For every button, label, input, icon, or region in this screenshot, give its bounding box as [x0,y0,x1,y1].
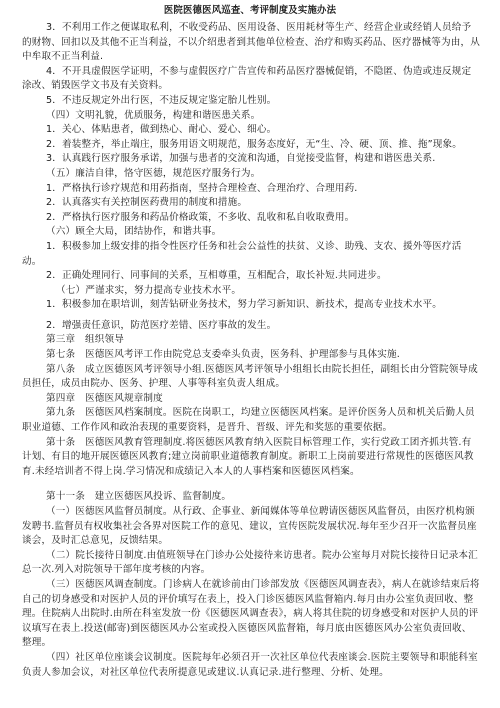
paragraph: （三）医德医风调查制度。门诊病人在就诊前由门诊部发放《医德医风调查表》，病人在就诊结束后将自己的切身感受和对医护人员的评价填写在表上，投入门诊医德医风监督箱内.每月由办公室负责回收、整理。住院病人出院时.由所在科室发放一份《医德医风调查表》，病人将其住院的切身感受和对医护人员的评议填写在表上.投送(邮寄)到医德医风办公室或投入医德医风监督箱，每月底由医德医风办公室负责回收、整理。 [22,578,480,649]
paragraph: 2．正确处理同行、同事间的关系，互相尊重，互相配合，取长补短.共同进步。 [46,270,387,282]
section-heading: （七）严谨求实，努力提高专业技术水平。 [56,284,242,296]
section-heading: （四）文明礼貌，优质服务，构建和谐医患关系。 [46,109,261,121]
article: 第九条 医德医风档案制度。医院在岗职工，均建立医德医风档案。是评价医务人员和机关后勤人员职业道德、工作作风和政治表现的重要资料，是晋升、晋级、评先和奖惩的重要依据。 [22,407,475,434]
chapter-heading: 第四章 医德医风规章制度 [46,392,163,404]
paragraph: 3．不利用工作之便谋取私利，不收受药品、医用设备、医用耗材等生产、经营企业或经销人员给予的财物、回扣以及其他不正当利益，不以介绍患者到其他单位检查、治疗和购买药品、医疗器械等为由，从中牟取不正当利益. [22,22,480,63]
section-heading: （五）廉洁自律，恪守医德，规范医疗服务行为。 [46,167,261,179]
paragraph: 1．积极参加在职培训，刻苦钻研业务技术，努力学习新知识、新技术，提高专业技术水平。 [46,299,443,311]
paragraph: 2．严格执行医疗服务和药品价格政策，不多收、乱收和私自收取费用。 [46,211,355,223]
article: 第十条 医德医风教育管理制度.将医德医风教育纳入医院目标管理工作，实行党政工团齐抓共管.有计划、有目的地开展医德医风教育;建立岗前职业道德教育制度。新职工上岗前要进行常规性的医德医风教育.未经培训者不得上岗.学习情况和成绩记入本人的人事档案和医德医风档案。 [22,436,474,477]
article: 第八条 成立医德医风考评领导小组.医德医风考评领导小组组长由院长担任，副组长由分管院领导成员担任，成员由院办、医务、护理、人事等科室负责人组成。 [22,363,478,390]
paragraph: 1．积极参加上级安排的指令性医疗任务和社会公益性的扶贫、义诊、助残、支农、援外等医疗活动。 [22,240,462,267]
paragraph: （二）院长接待日制度.由值班领导在门诊办公处接待来访患者。院办公室每月对院长接待日记录本汇总一次.列入对院领导干部年度考核的内容。 [22,549,478,576]
spacer [22,479,480,490]
paragraph: 2．着装整齐，举止端庄，服务用语文明规范，服务态度好，无“生、冷、硬、顶、推、拖”现象。 [46,138,462,150]
paragraph: （一）医德医风监督员制度。从行政、企事业、新闻媒体等单位聘请医德医风监督员，由医疗机构颁发聘书.监督员有权收集社会各界对医院工作的意见、建议，宣传医院发展状况.每年至少召开一次监督员座谈会，及时汇总意见，反馈结果。 [22,506,477,547]
paragraph: 5．不违反规定外出行医，不违反规定鉴定胎儿性别。 [46,94,277,106]
chapter-heading: 第三章 组织领导 [46,334,124,346]
paragraph: 1．严格执行诊疗规范和用药指南，坚持合理检查、合理治疗、合理用药. [46,182,358,194]
paragraph: 1．关心、体贴患者，做到热心、耐心、爱心、细心。 [46,124,277,136]
section-heading: （六）顾全大局，团结协作，和谐共事。 [46,226,222,238]
paragraph: （四）社区单位座谈会议制度。医院每年必须召开一次社区单位代表座谈会.医院主要领导和职能科室负责人参加会议，对社区单位代表所提意见或建议.认真记录.进行整理、分析、处理。 [22,651,478,678]
article: 第七条 医德医风考评工作由院党总支委牵头负责，医务科、护理部参与具体实施. [46,349,400,361]
paragraph: 2．认真落实有关控制医药费用的制度和措施。 [46,197,248,209]
article: 第十一条 建立医德医风投诉、监督制度。 [46,491,232,503]
paragraph: 3．认真践行医疗服务承诺，加强与患者的交流和沟通，自觉接受监督，构建和谐医患关系. [46,153,436,165]
document-body [22,21,480,680]
paragraph: 2．增强责任意识，防范医疗差错、医疗事故的发生。 [46,319,277,331]
paragraph: 4．不开具虚假医学证明，不参与虚假医疗广告宣传和药品医疗器械促销，不隐匿、伪造或违反规定涂改、销毁医学文书及有关资料。 [22,65,472,92]
document-title: 医院医德医风巡查、考评制度及实施办法 [163,5,337,16]
